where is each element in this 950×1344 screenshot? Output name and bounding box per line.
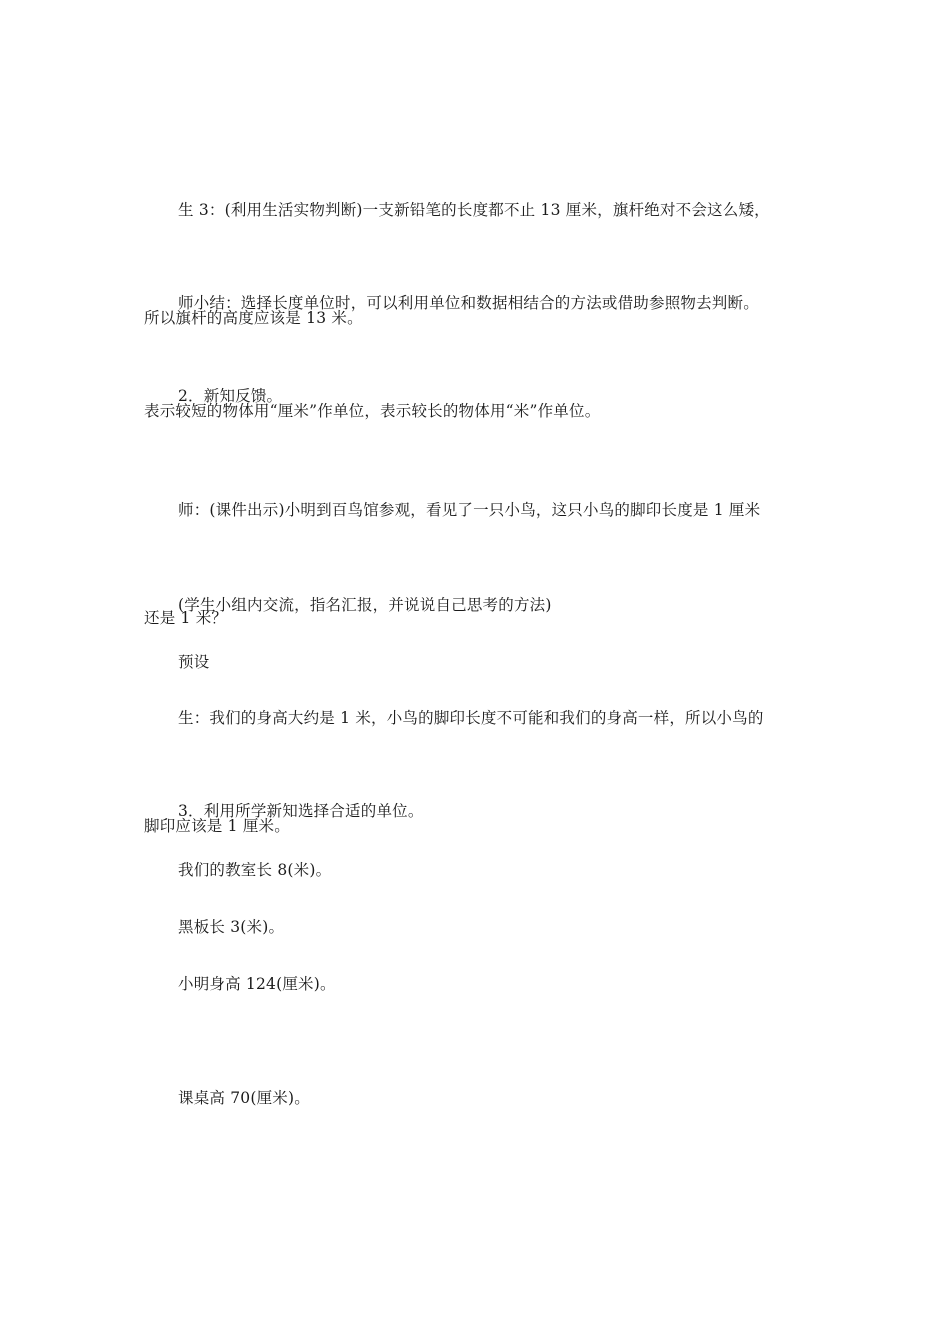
text-line: 我们的教室长 8(米)。 [178, 861, 332, 879]
text-line: 脚印应该是 1 厘米。 [144, 817, 290, 835]
text-line: 小明身高 124(厘米)。 [178, 975, 336, 993]
text-line: 2．新知反馈。 [178, 387, 283, 405]
text-line: 生：我们的身高大约是 1 米，小鸟的脚印长度不可能和我们的身高一样，所以小鸟的 [178, 709, 764, 727]
text-line: 3．利用所学新知选择合适的单位。 [178, 802, 424, 820]
text-line: 生 3：(利用生活实物判断)一支新铅笔的长度都不止 13 厘米，旗杆绝对不会这么矮， [178, 201, 770, 219]
text-line: 还是 1 米？ [144, 609, 228, 627]
text-line: 师：(课件出示)小明到百鸟馆参观，看见了一只小鸟，这只小鸟的脚印长度是 1 厘米 [178, 501, 761, 519]
text-line: 表示较短的物体用“厘米”作单位，表示较长的物体用“米”作单位。 [144, 402, 601, 420]
exercise-desk-height [144, 1008, 804, 1188]
text-line: 预设 [178, 653, 210, 671]
text-line: (学生小组内交流，指名汇报，并说说自己思考的方法) [178, 596, 552, 614]
text-line: 黑板长 3(米)。 [178, 918, 285, 936]
text-line: 师小结：选择长度单位时，可以利用单位和数据相结合的方法或借助参照物去判断。 [178, 294, 759, 312]
text-line: 所以旗杆的高度应该是 13 米。 [144, 309, 363, 327]
text-line: 课桌高 70(厘米)。 [178, 1089, 310, 1107]
